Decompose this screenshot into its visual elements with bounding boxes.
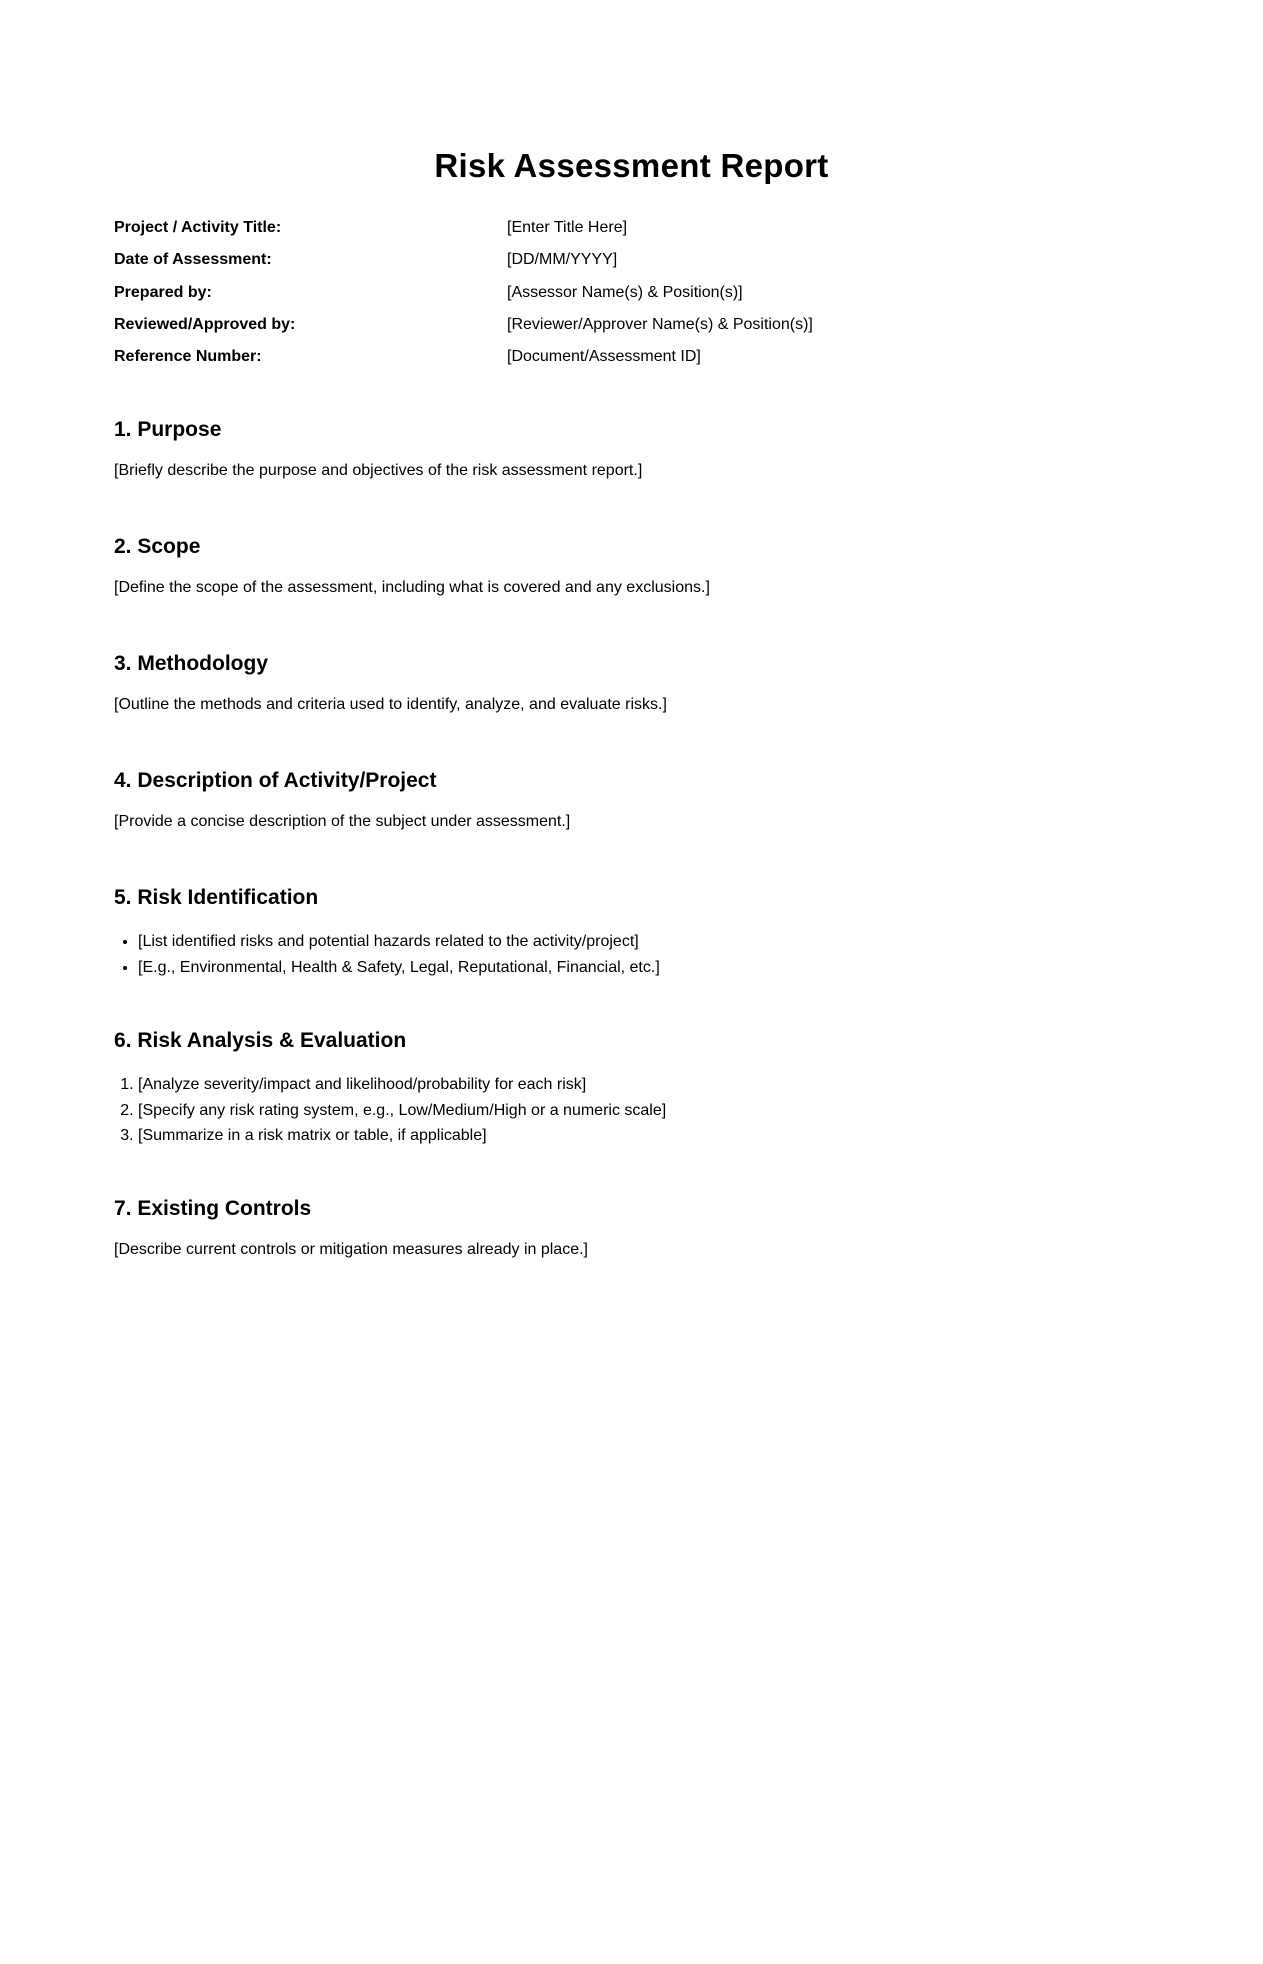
meta-label: Prepared by: bbox=[114, 283, 212, 301]
meta-value: [Assessor Name(s) & Position(s)] bbox=[507, 283, 743, 301]
list-item: • [List identified risks and potential hazards related to the activity/project] bbox=[138, 929, 1114, 955]
meta-value: [DD/MM/YYYY] bbox=[507, 251, 618, 269]
list-item: 1. [Analyze severity/impact and likelihood/probability for each risk] bbox=[138, 1072, 1114, 1098]
metadata-table bbox=[114, 212, 1114, 373]
section-heading: 1. Purpose bbox=[114, 418, 222, 441]
meta-label: Reviewed/Approved by: bbox=[114, 316, 296, 334]
meta-row-date bbox=[114, 244, 1114, 276]
document-title: Risk Assessment Report bbox=[434, 147, 829, 184]
meta-label: Project / Activity Title: bbox=[114, 219, 282, 237]
section-existing-controls bbox=[114, 1195, 1114, 1260]
meta-row-project-title bbox=[114, 212, 1114, 244]
section-heading: 3. Methodology bbox=[114, 652, 268, 675]
section-purpose bbox=[114, 416, 1114, 481]
meta-label: Reference Number: bbox=[114, 348, 262, 366]
section-methodology bbox=[114, 650, 1114, 715]
section-body: [Provide a concise description of the subject under assessment.] bbox=[114, 813, 571, 830]
section-heading: 4. Description of Activity/Project bbox=[114, 769, 437, 792]
section-body: [Outline the methods and criteria used to identify, analyze, and evaluate risks.] bbox=[114, 696, 667, 713]
section-scope bbox=[114, 533, 1114, 598]
section-body: [Define the scope of the assessment, including what is covered and any exclusions.] bbox=[114, 579, 710, 596]
meta-value: [Reviewer/Approver Name(s) & Position(s)] bbox=[507, 316, 813, 334]
bullet-list bbox=[114, 929, 1114, 980]
section-risk-analysis bbox=[114, 1027, 1114, 1149]
section-body: [Describe current controls or mitigation measures already in place.] bbox=[114, 1241, 588, 1258]
meta-row-reference-number bbox=[114, 341, 1114, 373]
numbered-list bbox=[114, 1072, 1114, 1149]
section-heading: 7. Existing Controls bbox=[114, 1197, 312, 1220]
list-item: 2. [Specify any risk rating system, e.g., Low/Medium/High or a numeric scale] bbox=[138, 1098, 1114, 1124]
section-heading: 2. Scope bbox=[114, 535, 201, 558]
list-item: • [E.g., Environmental, Health & Safety, Legal, Reputational, Financial, etc.] bbox=[138, 955, 1114, 981]
list-item: 3. [Summarize in a risk matrix or table, if applicable] bbox=[138, 1123, 1114, 1149]
section-heading: 6. Risk Analysis & Evaluation bbox=[114, 1029, 407, 1052]
meta-label: Date of Assessment: bbox=[114, 251, 272, 269]
meta-row-reviewed-by bbox=[114, 309, 1114, 341]
section-body: [Briefly describe the purpose and objectives of the risk assessment report.] bbox=[114, 462, 643, 479]
meta-value: [Document/Assessment ID] bbox=[507, 348, 701, 366]
section-risk-identification bbox=[114, 884, 1114, 980]
section-heading: 5. Risk Identification bbox=[114, 886, 319, 909]
meta-value: [Enter Title Here] bbox=[507, 219, 628, 237]
meta-row-prepared-by bbox=[114, 277, 1114, 309]
section-description bbox=[114, 767, 1114, 832]
